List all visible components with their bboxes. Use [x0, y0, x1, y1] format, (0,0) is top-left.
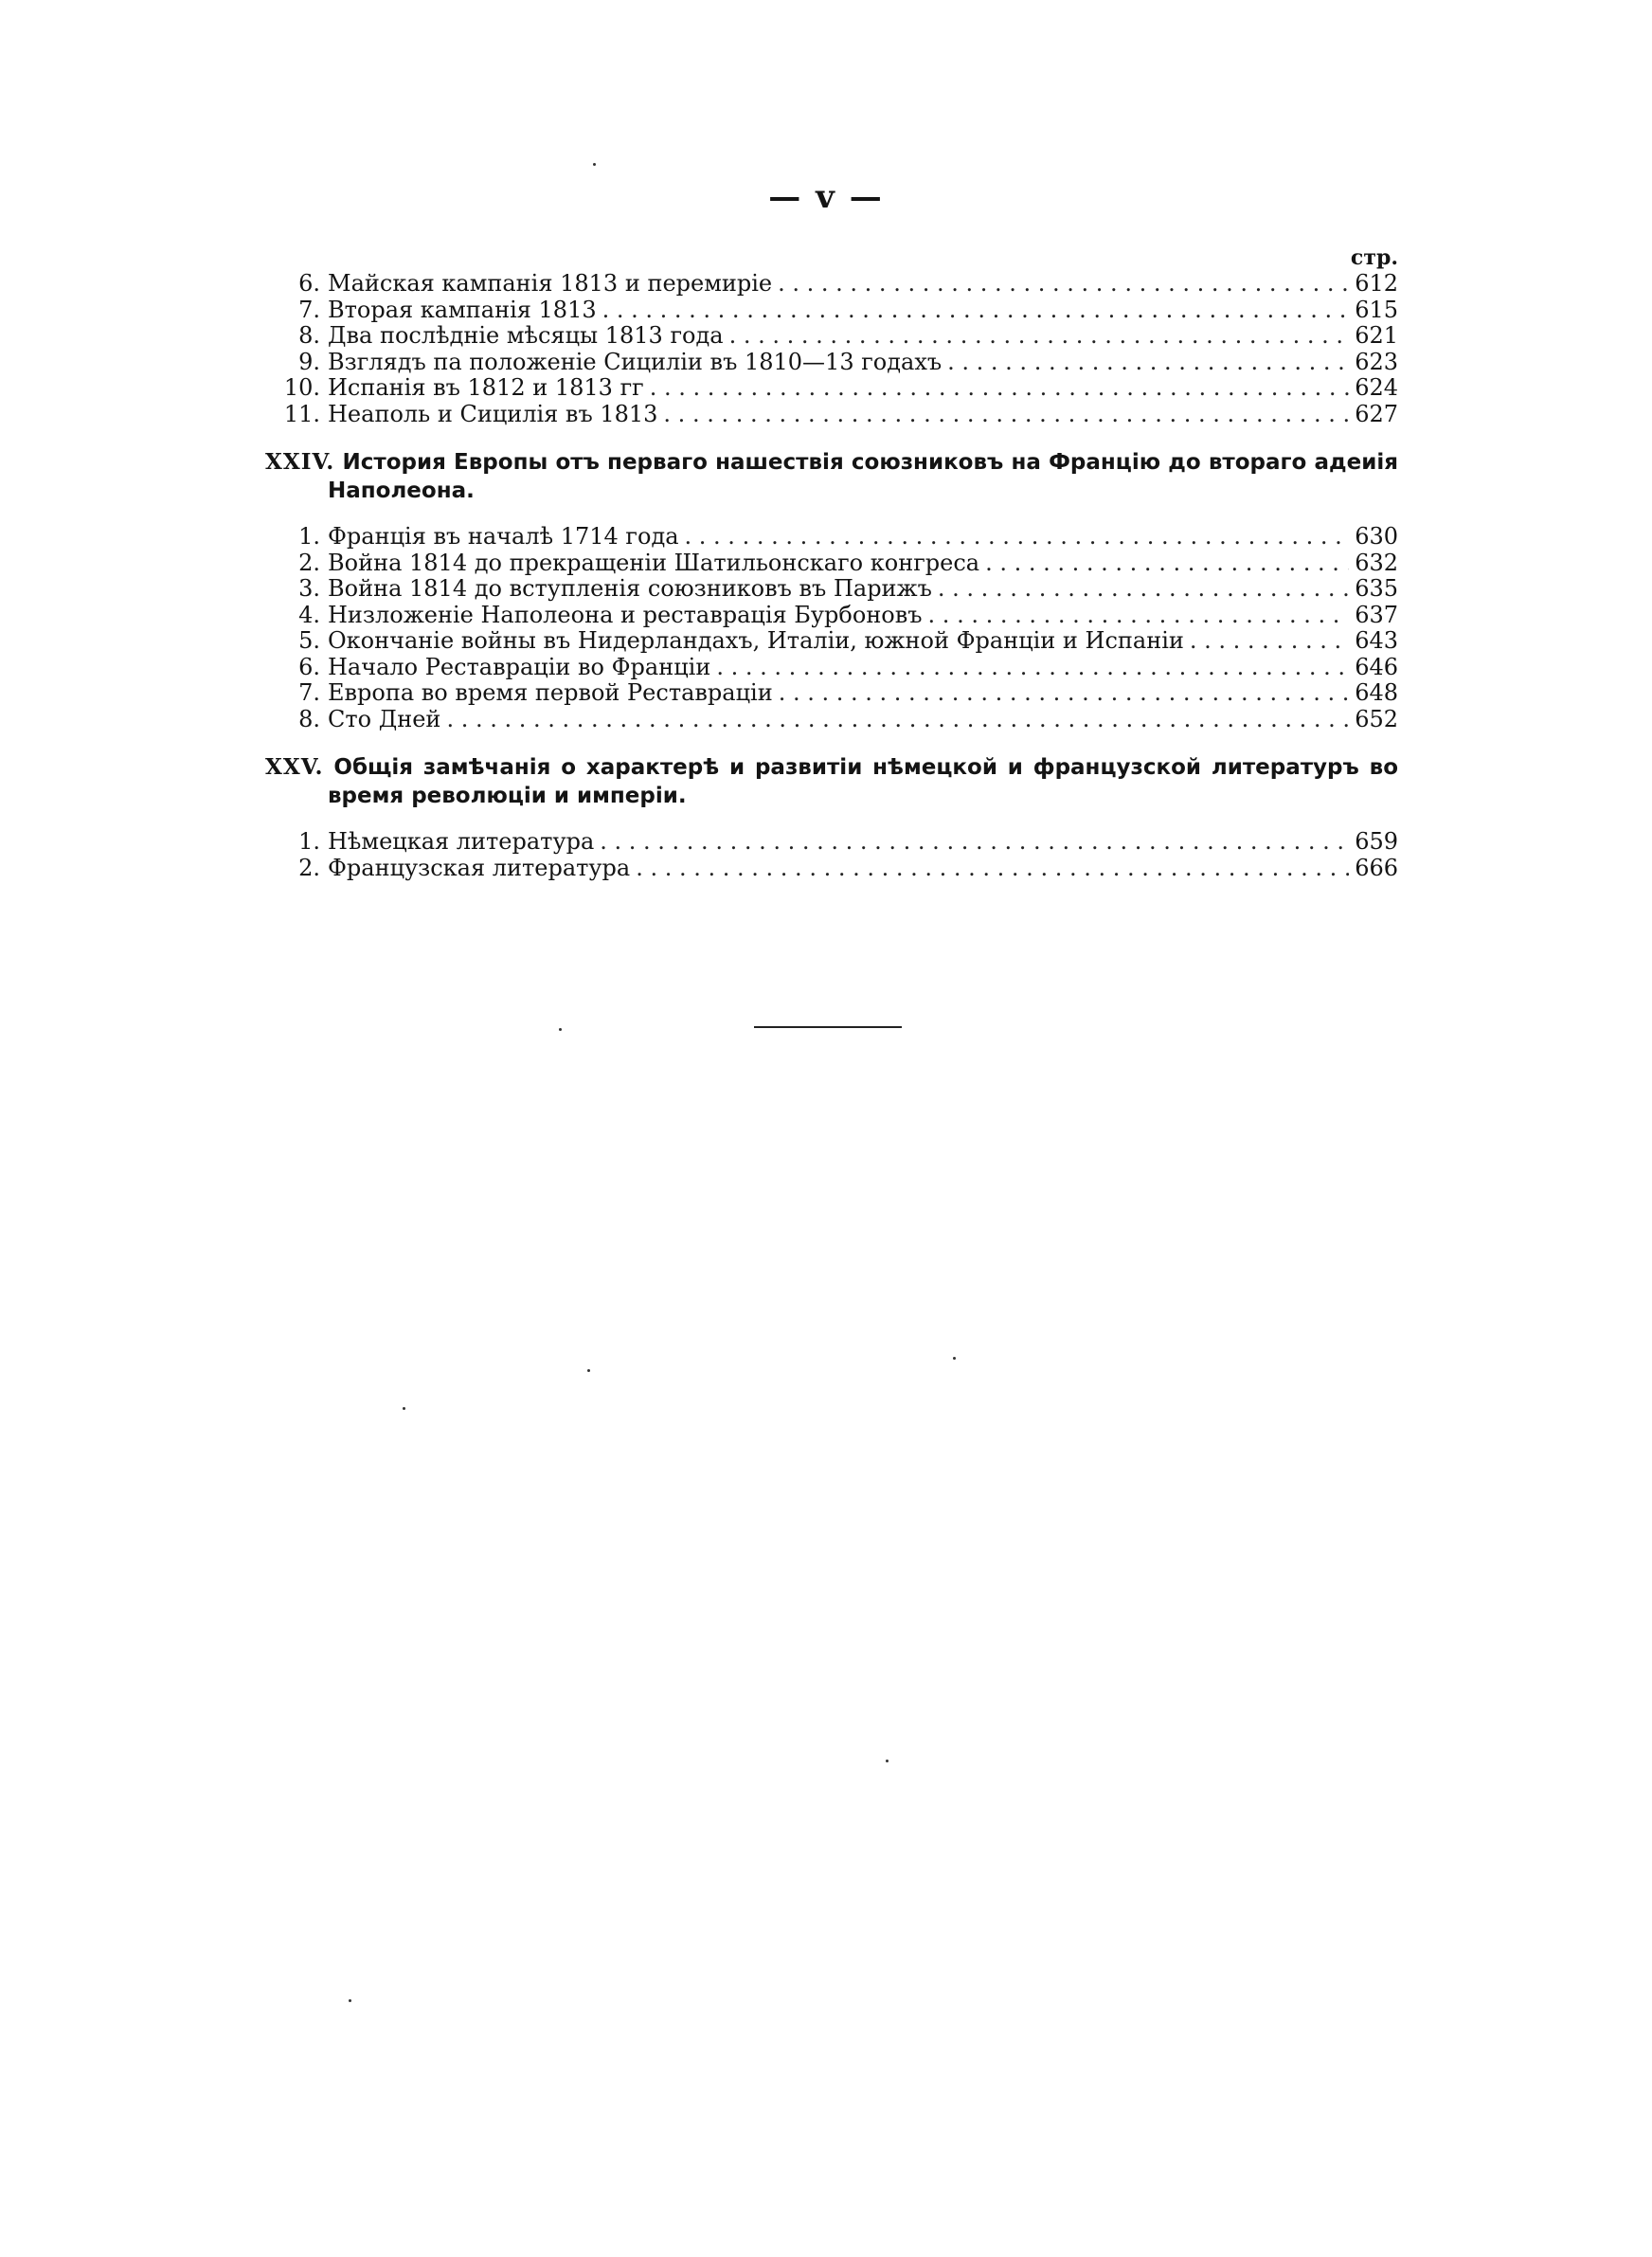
end-rule [754, 1026, 902, 1028]
dot-leader [928, 603, 1350, 629]
dot-leader [446, 707, 1349, 733]
dot-leader [636, 856, 1349, 882]
entry-number: 1. [298, 523, 320, 550]
entry-title: Окончаніе войны въ Нидерландахъ, Италіи, южной Франціи и Испаніи [328, 627, 1184, 654]
dot-leader [650, 375, 1349, 402]
toc-entry [265, 323, 1398, 350]
entry-page: 621 [1355, 322, 1398, 349]
entry-page: 659 [1355, 828, 1398, 855]
section-title: Общія замѣчанія о характерѣ и развитіи нѣмецкой и французской литературъ во время революціи и имперіи. [328, 755, 1399, 808]
dot-leader [729, 323, 1350, 350]
entry-title: Неаполь и Сицилія въ 1813 [328, 400, 658, 427]
entry-title: Нѣмецкая литература [328, 828, 595, 855]
entry-page: 612 [1355, 270, 1398, 297]
entry-page: 646 [1355, 653, 1398, 680]
entry-title: Война 1814 до вступленія союзниковъ въ Парижъ [328, 575, 932, 602]
entry-number: 10. [283, 374, 320, 401]
scan-speck [886, 1760, 889, 1762]
entry-page: 648 [1355, 679, 1398, 706]
scan-speck [953, 1357, 956, 1360]
toc-entry [265, 655, 1398, 681]
entry-page: 632 [1355, 549, 1398, 576]
entry-page: 615 [1355, 296, 1398, 323]
entry-page: 643 [1355, 627, 1398, 654]
dot-leader [778, 271, 1349, 298]
entry-title: Сто Дней [328, 705, 441, 732]
toc-entry [265, 551, 1398, 577]
scan-speck [593, 163, 596, 166]
entry-number: 4. [298, 601, 320, 628]
entry-page: 635 [1355, 575, 1398, 602]
entry-number: 5. [298, 627, 320, 654]
toc-entry [265, 628, 1398, 655]
entry-page: 624 [1355, 374, 1398, 401]
toc-entry [265, 680, 1398, 707]
entry-number: 2. [298, 549, 320, 576]
entry-title: Низложеніе Наполеона и реставрація Бурбоновъ [328, 601, 923, 628]
entry-title: Майская кампанія 1813 и перемиріе [328, 270, 773, 297]
entry-title: Начало Реставраціи во Франціи [328, 653, 711, 680]
entry-number: 7. [298, 679, 320, 706]
entry-page: 666 [1355, 854, 1398, 881]
dot-leader [985, 551, 1349, 577]
entry-title: Испанія въ 1812 и 1813 гг [328, 374, 644, 401]
entry-title: Два послѣдніе мѣсяцы 1813 года [328, 322, 724, 349]
toc-entry [265, 271, 1398, 298]
section-roman-numeral: XXIV. [265, 449, 335, 475]
dot-leader [1190, 628, 1349, 655]
entry-title: Французская литература [328, 854, 631, 881]
entry-page: 623 [1355, 348, 1398, 375]
entry-title: Война 1814 до прекращеніи Шатильонскаго конгреса [328, 549, 980, 576]
entry-title: Европа во время первой Реставраціи [328, 679, 773, 706]
toc-entry [265, 402, 1398, 428]
toc-entry [265, 707, 1398, 733]
entry-title: Вторая кампанія 1813 [328, 296, 597, 323]
entry-number: 1. [298, 828, 320, 855]
scan-speck [349, 1999, 351, 2002]
section-heading-xxv [265, 753, 1398, 810]
scan-speck [559, 1028, 562, 1031]
scan-speck [403, 1407, 405, 1410]
scan-speck [587, 1369, 590, 1372]
dot-leader [685, 524, 1350, 551]
dot-leader [663, 402, 1349, 428]
toc-entry [265, 856, 1398, 882]
entry-number: 11. [283, 400, 320, 427]
entry-page: 652 [1355, 705, 1398, 732]
dot-leader [947, 350, 1349, 376]
entry-title: Франція въ началѣ 1714 года [328, 523, 679, 550]
section-roman-numeral: XXV. [265, 754, 324, 780]
toc-entry [265, 375, 1398, 402]
entry-number: 8. [298, 705, 320, 732]
page-number: — v — [768, 178, 884, 216]
toc-entry [265, 298, 1398, 324]
section-heading-xxiv [265, 448, 1398, 505]
entry-number: 3. [298, 575, 320, 602]
table-of-contents [265, 244, 1398, 881]
toc-entry [265, 350, 1398, 376]
entry-page: 630 [1355, 523, 1398, 550]
entry-number: 2. [298, 854, 320, 881]
dot-leader [938, 576, 1349, 603]
toc-entry [265, 576, 1398, 603]
dot-leader [600, 829, 1349, 856]
toc-entry [265, 603, 1398, 629]
entry-number: 8. [298, 322, 320, 349]
entry-number: 7. [298, 296, 320, 323]
entry-page: 637 [1355, 601, 1398, 628]
section-title: История Европы отъ перваго нашествія союзниковъ на Францію до втораго адеиія Наполеона. [328, 450, 1398, 503]
entry-number: 6. [298, 653, 320, 680]
toc-entry [265, 829, 1398, 856]
dot-leader [716, 655, 1349, 681]
entry-page: 627 [1355, 400, 1398, 427]
dot-leader [602, 298, 1350, 324]
dot-leader [779, 680, 1349, 707]
entry-title: Взглядъ па положеніе Сициліи въ 1810—13 годахъ [328, 348, 943, 375]
entry-number: 6. [298, 270, 320, 297]
page-column-header: стр. [1350, 245, 1398, 270]
entry-number: 9. [298, 348, 320, 375]
toc-entry [265, 524, 1398, 551]
